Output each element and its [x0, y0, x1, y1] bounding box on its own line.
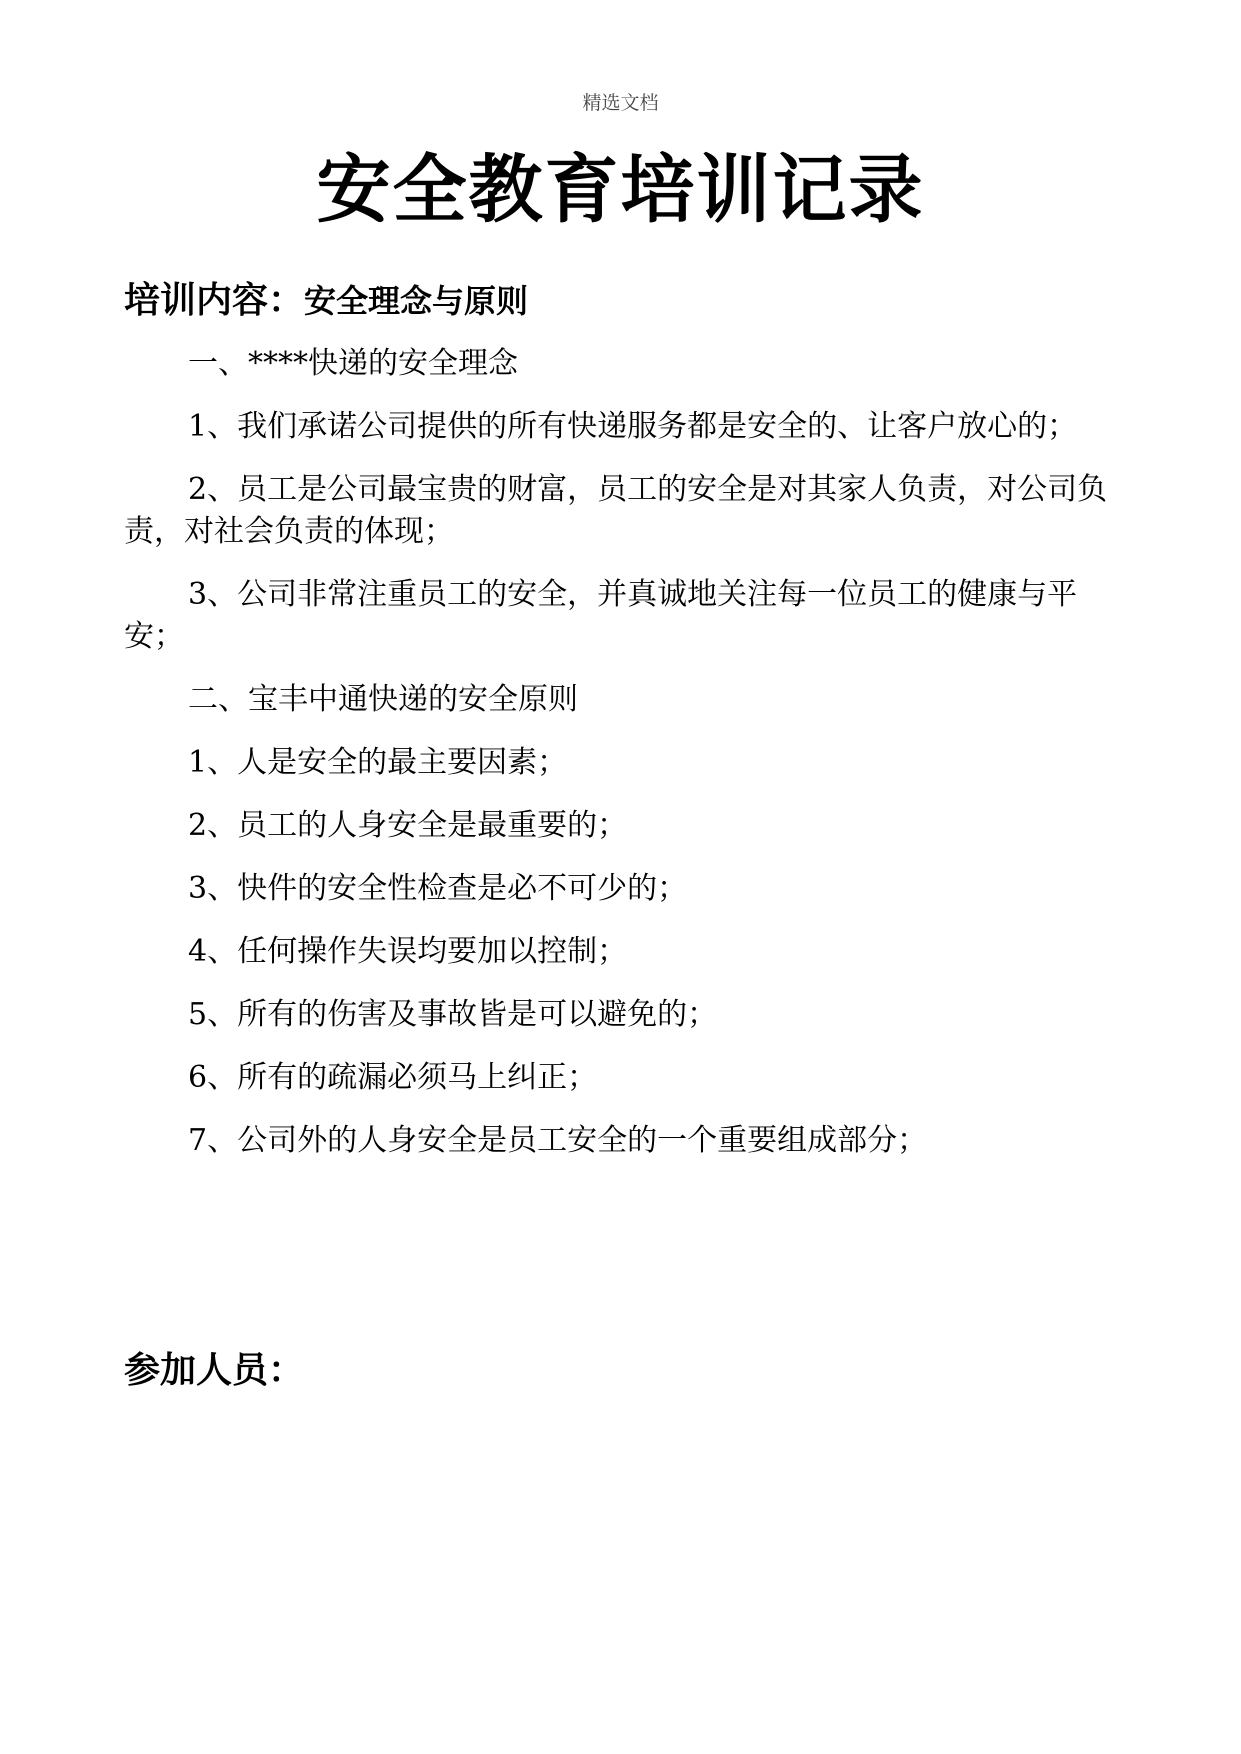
header-note: 精选文档: [582, 92, 659, 114]
paragraph-principles-heading: 二、宝丰中通快递的安全原则: [188, 682, 578, 717]
paragraph-principle-3: 3、快件的安全性检查是必不可少的；: [188, 871, 688, 906]
paragraph-principle-7: 7、公司外的人身安全是员工安全的一个重要组成部分；: [188, 1123, 928, 1158]
attendees-heading: 参加人员：: [124, 1350, 305, 1391]
training-content-label: 培训内容：: [124, 280, 305, 321]
training-topic: 安全理念与原则: [304, 282, 529, 320]
paragraph-philosophy-2: 2、员工是公司最宝贵的财富，员工的安全是对其家人负责，对公司负责，对社会负责的体现；: [124, 472, 1108, 549]
paragraph-principle-6: 6、所有的疏漏必须马上纠正；: [188, 1060, 598, 1095]
paragraph-principle-4: 4、任何操作失误均要加以控制；: [188, 934, 628, 969]
document-title: 安全教育培训记录: [316, 147, 925, 233]
paragraph-principle-1: 1、人是安全的最主要因素；: [188, 745, 568, 780]
paragraph-philosophy-1: 1、我们承诺公司提供的所有快递服务都是安全的、让客户放心的；: [188, 409, 1078, 444]
training-content-body: [124, 343, 1114, 1183]
training-content-heading: [124, 272, 528, 323]
paragraph-principle-2: 2、员工的人身安全是最重要的；: [188, 808, 628, 843]
paragraph-philosophy-heading: 一、****快递的安全理念: [188, 346, 518, 381]
paragraph-principle-5: 5、所有的伤害及事故皆是可以避免的；: [188, 997, 718, 1032]
paragraph-philosophy-3: 3、公司非常注重员工的安全，并真诚地关注每一位员工的健康与平安；: [124, 577, 1078, 654]
